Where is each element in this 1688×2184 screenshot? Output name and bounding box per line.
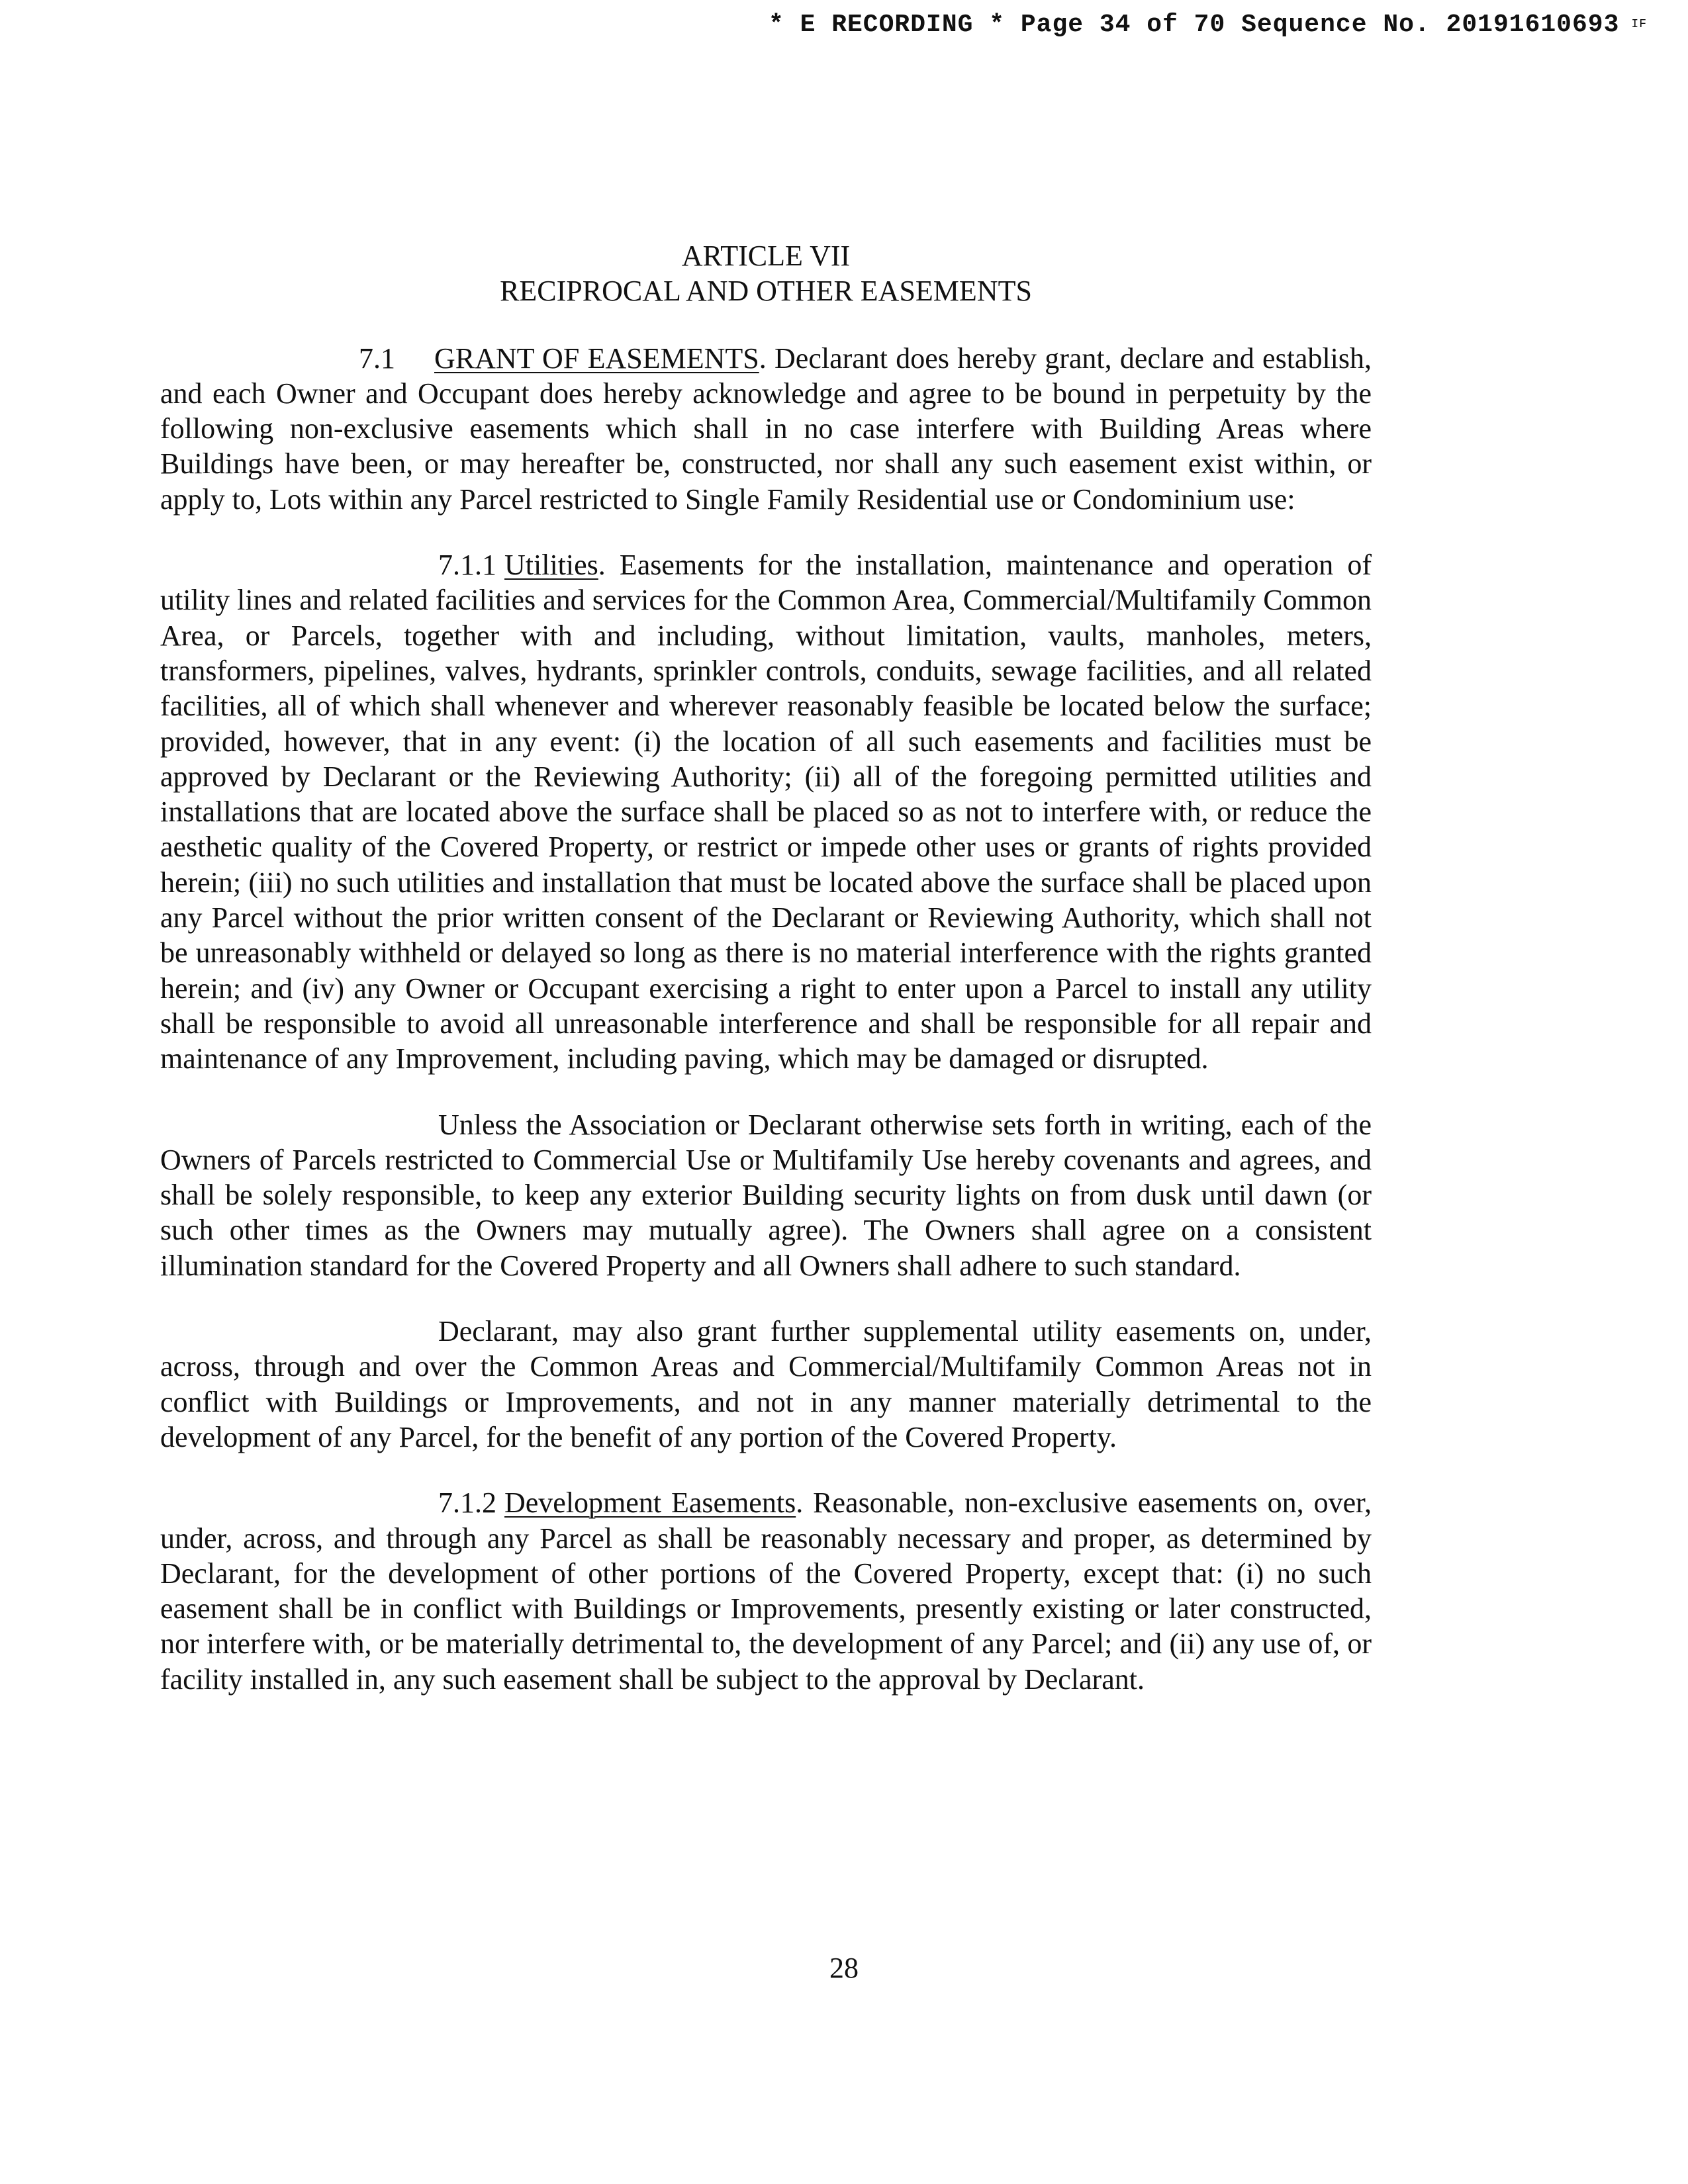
section-7-1 (160, 341, 1372, 517)
section-7-1-1-body: . Easements for the installation, maintenance and operation of utility lines and related facilities and services for the Common Area, Commercial/Multifamily Common Area, or Parcels, together with and including, without limitation, vaults, manholes, meters, transformers, pipelines, valves, hydrants, sprinkler controls, conduits, sewage facilities, and all related facilities, all of which shall whenever and wherever reasonably feasible be located below the surface; provided, however, that in any event: (i) the location of all such easements and facilities must be approved by Declarant or the Reviewing Authority; (ii) all of the foregoing permitted utilities and installations that are located above the surface shall be placed so as not to interfere with, or reduce the aesthetic quality of the Covered Property, or restrict or impede other uses or grants of rights provided herein; (iii) no such utilities and installation that must be located above the surface shall be placed upon any Parcel without the prior written consent of the Declarant or Reviewing Authority, which shall not be unreasonably withheld or delayed so long as there is no material interference with the rights granted herein; and (iv) any Owner or Occupant exercising a right to enter upon a Parcel to install any utility shall be responsible to avoid all unreasonable interference and shall be responsible for all repair and maintenance of any Improvement, including paving, which may be damaged or disrupted. (160, 549, 1372, 1075)
section-7-1-1-number: 7.1.1 (438, 549, 496, 582)
paragraph-security-lights: Unless the Association or Declarant otherwise sets forth in writing, each of the Owners of Parcels restricted to Commercial Use or Multifamily Use hereby covenants and agrees, and shall be solely responsible, to keep any exterior Building security lights on from dusk until dawn (or such other times as the Owners may mutually agree). The Owners shall agree on a consistent illumination standard for the Covered Property and all Owners shall adhere to such standard. (160, 1108, 1372, 1282)
recording-stamp (769, 11, 1647, 39)
document-body (160, 238, 1372, 1697)
section-7-1-1-heading: Utilities (504, 549, 598, 582)
page-number: 28 (829, 1952, 859, 1984)
recording-stamp-mark: IF (1631, 17, 1647, 31)
section-7-1-1 (160, 547, 1372, 1076)
article-number: ARTICLE VII (681, 240, 851, 272)
paragraph-supplemental-easements: Declarant, may also grant further supplemental utility easements on, under, across, through and over the Common Areas and Commercial/Multifamily Common Areas not in conflict with Buildings or Improvements, and not in any manner materially detrimental to the development of any Parcel, for the benefit of any portion of the Covered Property. (160, 1315, 1372, 1453)
recording-stamp-text: * E RECORDING * Page 34 of 70 Sequence No. 20191610693 (768, 11, 1620, 39)
section-7-1-2-body: . Reasonable, non-exclusive easements on, over, under, across, and through any Parcel as shall be reasonably necessary and proper, as determined by Declarant, for the development of other portions of the Covered Property, except that: (i) no such easement shall be in conflict with Buildings or Improvements, presently existing or later constructed, nor interfere with, or be materially detrimental to, the development of any Parcel; and (ii) any use of, or facility installed in, any such easement shall be subject to the approval by Declarant. (160, 1486, 1372, 1696)
article-title: RECIPROCAL AND OTHER EASEMENTS (500, 275, 1032, 308)
section-7-1-heading: GRANT OF EASEMENTS (434, 341, 759, 375)
section-7-1-number: 7.1 (359, 341, 395, 375)
section-7-1-2 (160, 1485, 1372, 1697)
section-7-1-2-heading: Development Easements (504, 1486, 796, 1520)
section-7-1-2-number: 7.1.2 (438, 1486, 496, 1520)
section-7-1-body: . Declarant does hereby grant, declare and establish, and each Owner and Occupant does hereby acknowledge and agree to be bound in perpetuity by the following non-exclusive easements which shall in no case interfere with Building Areas where Buildings have been, or may hereafter be, constructed, nor shall any such easement exist within, or apply to, Lots within any Parcel restricted to Single Family Residential use or Condominium use: (160, 341, 1372, 516)
